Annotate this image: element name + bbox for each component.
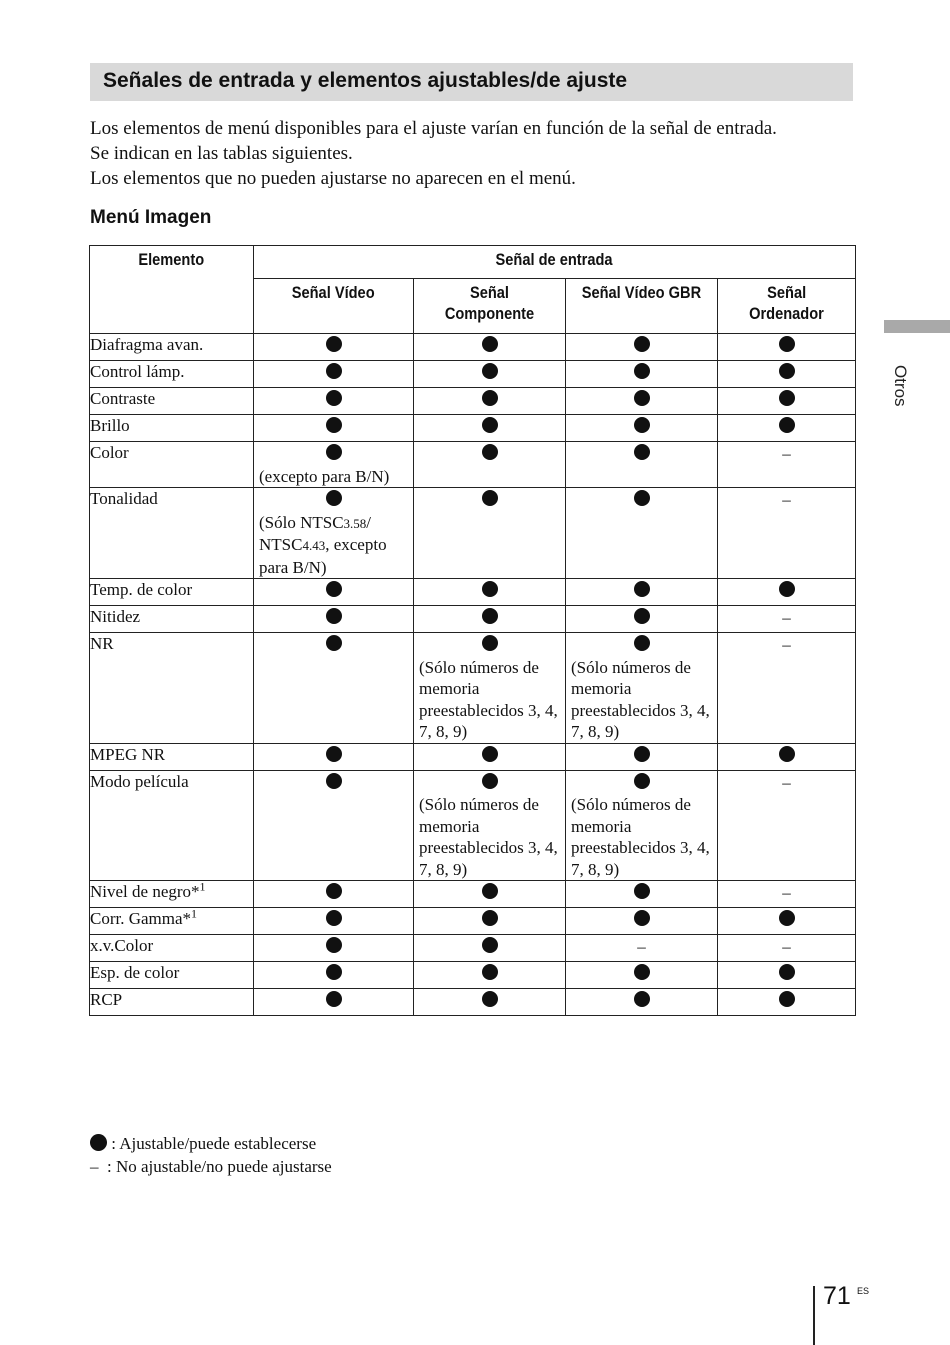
signal-cell	[718, 633, 856, 744]
page-language: ES	[857, 1286, 870, 1296]
signal-cell	[566, 606, 718, 633]
row-label: x.v.Color	[90, 935, 254, 962]
signal-cell	[718, 908, 856, 935]
legend	[90, 1132, 332, 1178]
signal-cell	[718, 415, 856, 442]
header-gbr-signal: Señal Vídeo GBR	[566, 279, 718, 334]
signal-cell	[566, 488, 718, 579]
section-title: Señales de entrada y elementos ajustables/de ajuste	[103, 69, 628, 92]
page-number-divider	[813, 1286, 815, 1345]
signal-cell	[254, 579, 414, 606]
filled-circle-icon	[779, 746, 795, 762]
row-label: Corr. Gamma*$^1$	[90, 908, 254, 935]
subheading-menu-imagen: Menú Imagen	[90, 207, 212, 228]
row-label: Control lámp.	[90, 361, 254, 388]
filled-circle-icon	[482, 910, 498, 926]
signal-cell	[414, 908, 566, 935]
filled-circle-icon	[482, 417, 498, 433]
filled-circle-icon	[779, 390, 795, 406]
table-row	[90, 388, 856, 415]
filled-circle-icon	[326, 937, 342, 953]
row-label: Esp. de color	[90, 962, 254, 989]
signal-cell	[254, 935, 414, 962]
filled-circle-icon	[326, 883, 342, 899]
legend-not-adjustable: – : No ajustable/no puede ajustarse	[90, 1157, 332, 1176]
filled-circle-icon	[634, 581, 650, 597]
signal-cell	[718, 334, 856, 361]
signal-cell	[414, 881, 566, 908]
signal-cell	[414, 989, 566, 1016]
signal-cell	[254, 415, 414, 442]
signal-cell	[254, 361, 414, 388]
header-video-signal: Señal Vídeo	[254, 279, 414, 334]
signal-cell	[414, 388, 566, 415]
filled-circle-icon	[326, 910, 342, 926]
not-adjustable-dash: –	[637, 937, 646, 956]
not-adjustable-dash: –	[782, 937, 791, 956]
signal-cell	[566, 935, 718, 962]
signal-cell	[414, 361, 566, 388]
signal-cell	[718, 579, 856, 606]
filled-circle-icon	[482, 363, 498, 379]
signal-cell	[254, 743, 414, 770]
input-signal-table	[89, 245, 856, 1016]
signal-cell	[566, 770, 718, 881]
filled-circle-icon	[326, 991, 342, 1007]
filled-circle-icon	[326, 581, 342, 597]
intro-paragraph	[90, 116, 870, 191]
filled-circle-icon	[326, 444, 342, 460]
table-row	[90, 606, 856, 633]
row-label: RCP	[90, 989, 254, 1016]
filled-circle-icon	[326, 490, 342, 506]
signal-cell	[254, 908, 414, 935]
signal-cell	[254, 442, 414, 488]
filled-circle-icon	[482, 608, 498, 624]
signal-cell	[254, 488, 414, 579]
signal-cell	[718, 962, 856, 989]
cell-note: (Sólo números de memoria preestablecidos 3, 4, 7, 8, 9)	[419, 657, 558, 741]
filled-circle-icon	[634, 363, 650, 379]
signal-cell	[718, 488, 856, 579]
signal-cell	[566, 881, 718, 908]
header-computer-signal: Señal Ordenador	[718, 279, 856, 334]
signal-cell	[414, 579, 566, 606]
filled-circle-icon	[779, 363, 795, 379]
signal-cell	[254, 770, 414, 881]
filled-circle-icon	[634, 964, 650, 980]
signal-cell	[414, 743, 566, 770]
signal-cell	[414, 442, 566, 488]
row-label: Modo película	[90, 770, 254, 881]
row-label: Diafragma avan.	[90, 334, 254, 361]
signal-cell	[414, 935, 566, 962]
not-adjustable-dash: –	[782, 490, 791, 509]
signal-cell	[718, 361, 856, 388]
row-label: NR	[90, 633, 254, 744]
signal-cell	[718, 388, 856, 415]
filled-circle-icon	[779, 336, 795, 352]
signal-cell	[414, 962, 566, 989]
signal-cell	[718, 935, 856, 962]
filled-circle-icon	[482, 964, 498, 980]
filled-circle-icon	[634, 390, 650, 406]
signal-cell	[254, 334, 414, 361]
table-row	[90, 989, 856, 1016]
not-adjustable-dash: –	[782, 883, 791, 902]
signal-cell	[566, 579, 718, 606]
table-row	[90, 633, 856, 744]
signal-cell	[718, 881, 856, 908]
cell-note: (Sólo NTSC3.58/ NTSC4.43, excepto para B/N)	[259, 512, 387, 577]
table-row	[90, 361, 856, 388]
table-row	[90, 770, 856, 881]
side-tab-marker	[884, 320, 950, 333]
signal-cell	[414, 415, 566, 442]
not-adjustable-dash: –	[782, 608, 791, 627]
not-adjustable-dash: –	[782, 635, 791, 654]
filled-circle-icon	[326, 417, 342, 433]
signal-cell	[414, 488, 566, 579]
cell-note: (Sólo números de memoria preestablecidos 3, 4, 7, 8, 9)	[571, 657, 710, 741]
filled-circle-icon	[482, 883, 498, 899]
filled-circle-icon	[90, 1134, 107, 1151]
intro-line: Los elementos que no pueden ajustarse no aparecen en el menú.	[90, 168, 576, 189]
table-row	[90, 442, 856, 488]
signal-cell	[254, 962, 414, 989]
row-label: Brillo	[90, 415, 254, 442]
signal-cell	[566, 962, 718, 989]
filled-circle-icon	[634, 608, 650, 624]
filled-circle-icon	[634, 746, 650, 762]
section-header	[90, 63, 853, 101]
filled-circle-icon	[482, 937, 498, 953]
signal-cell	[254, 388, 414, 415]
table-row	[90, 881, 856, 908]
filled-circle-icon	[634, 490, 650, 506]
not-adjustable-dash: –	[782, 772, 791, 792]
filled-circle-icon	[326, 608, 342, 624]
filled-circle-icon	[634, 635, 650, 651]
header-input-signal: Señal de entrada	[254, 246, 856, 279]
row-label: MPEG NR	[90, 743, 254, 770]
legend-adjustable: : Ajustable/puede establecerse	[90, 1132, 332, 1155]
intro-line: Se indican en las tablas siguientes.	[90, 143, 353, 164]
signal-cell	[718, 743, 856, 770]
filled-circle-icon	[634, 336, 650, 352]
signal-cell	[718, 989, 856, 1016]
signal-cell	[254, 989, 414, 1016]
row-label: Color	[90, 442, 254, 488]
row-label: Nitidez	[90, 606, 254, 633]
filled-circle-icon	[779, 581, 795, 597]
signal-cell	[254, 606, 414, 633]
signal-cell	[566, 388, 718, 415]
signal-cell	[718, 606, 856, 633]
filled-circle-icon	[634, 444, 650, 460]
signal-cell	[718, 770, 856, 881]
filled-circle-icon	[326, 773, 342, 789]
filled-circle-icon	[326, 635, 342, 651]
row-label: Tonalidad	[90, 488, 254, 579]
filled-circle-icon	[634, 417, 650, 433]
filled-circle-icon	[634, 773, 650, 789]
table-row	[90, 579, 856, 606]
table-row	[90, 908, 856, 935]
filled-circle-icon	[482, 444, 498, 460]
signal-cell	[254, 633, 414, 744]
header-element: Elemento	[90, 246, 254, 334]
signal-cell	[566, 633, 718, 744]
row-label: Temp. de color	[90, 579, 254, 606]
filled-circle-icon	[482, 746, 498, 762]
page-number: 71	[823, 1282, 851, 1310]
filled-circle-icon	[779, 417, 795, 433]
cell-note: (Sólo números de memoria preestablecidos 3, 4, 7, 8, 9)	[419, 795, 558, 879]
table-row	[90, 415, 856, 442]
signal-cell	[414, 633, 566, 744]
signal-cell	[566, 908, 718, 935]
signal-cell	[414, 606, 566, 633]
filled-circle-icon	[326, 390, 342, 406]
table-row	[90, 743, 856, 770]
cell-note: (excepto para B/N)	[259, 466, 390, 486]
filled-circle-icon	[634, 991, 650, 1007]
table-row	[90, 488, 856, 579]
cell-note: (Sólo números de memoria preestablecidos 3, 4, 7, 8, 9)	[571, 795, 710, 879]
signal-cell	[566, 442, 718, 488]
filled-circle-icon	[779, 991, 795, 1007]
table-row	[90, 935, 856, 962]
signal-cell	[566, 334, 718, 361]
signal-cell	[254, 881, 414, 908]
signal-cell	[414, 770, 566, 881]
signal-cell	[414, 334, 566, 361]
filled-circle-icon	[634, 910, 650, 926]
filled-circle-icon	[482, 773, 498, 789]
filled-circle-icon	[482, 635, 498, 651]
filled-circle-icon	[482, 581, 498, 597]
intro-line: Los elementos de menú disponibles para el ajuste varían en función de la señal de entrada.	[90, 118, 777, 139]
filled-circle-icon	[482, 991, 498, 1007]
signal-cell	[718, 442, 856, 488]
filled-circle-icon	[482, 390, 498, 406]
signal-cell	[566, 989, 718, 1016]
filled-circle-icon	[779, 964, 795, 980]
filled-circle-icon	[634, 883, 650, 899]
filled-circle-icon	[326, 336, 342, 352]
table-row	[90, 334, 856, 361]
filled-circle-icon	[326, 964, 342, 980]
row-label: Nivel de negro*$^1$	[90, 881, 254, 908]
filled-circle-icon	[779, 910, 795, 926]
filled-circle-icon	[326, 363, 342, 379]
filled-circle-icon	[482, 336, 498, 352]
header-component-signal: Señal Componente	[414, 279, 566, 334]
signal-cell	[566, 361, 718, 388]
filled-circle-icon	[482, 490, 498, 506]
signal-cell	[566, 743, 718, 770]
row-label: Contraste	[90, 388, 254, 415]
table-row	[90, 962, 856, 989]
filled-circle-icon	[326, 746, 342, 762]
signal-cell	[566, 415, 718, 442]
side-tab-label: Otros	[891, 365, 910, 407]
not-adjustable-dash: –	[782, 444, 791, 463]
